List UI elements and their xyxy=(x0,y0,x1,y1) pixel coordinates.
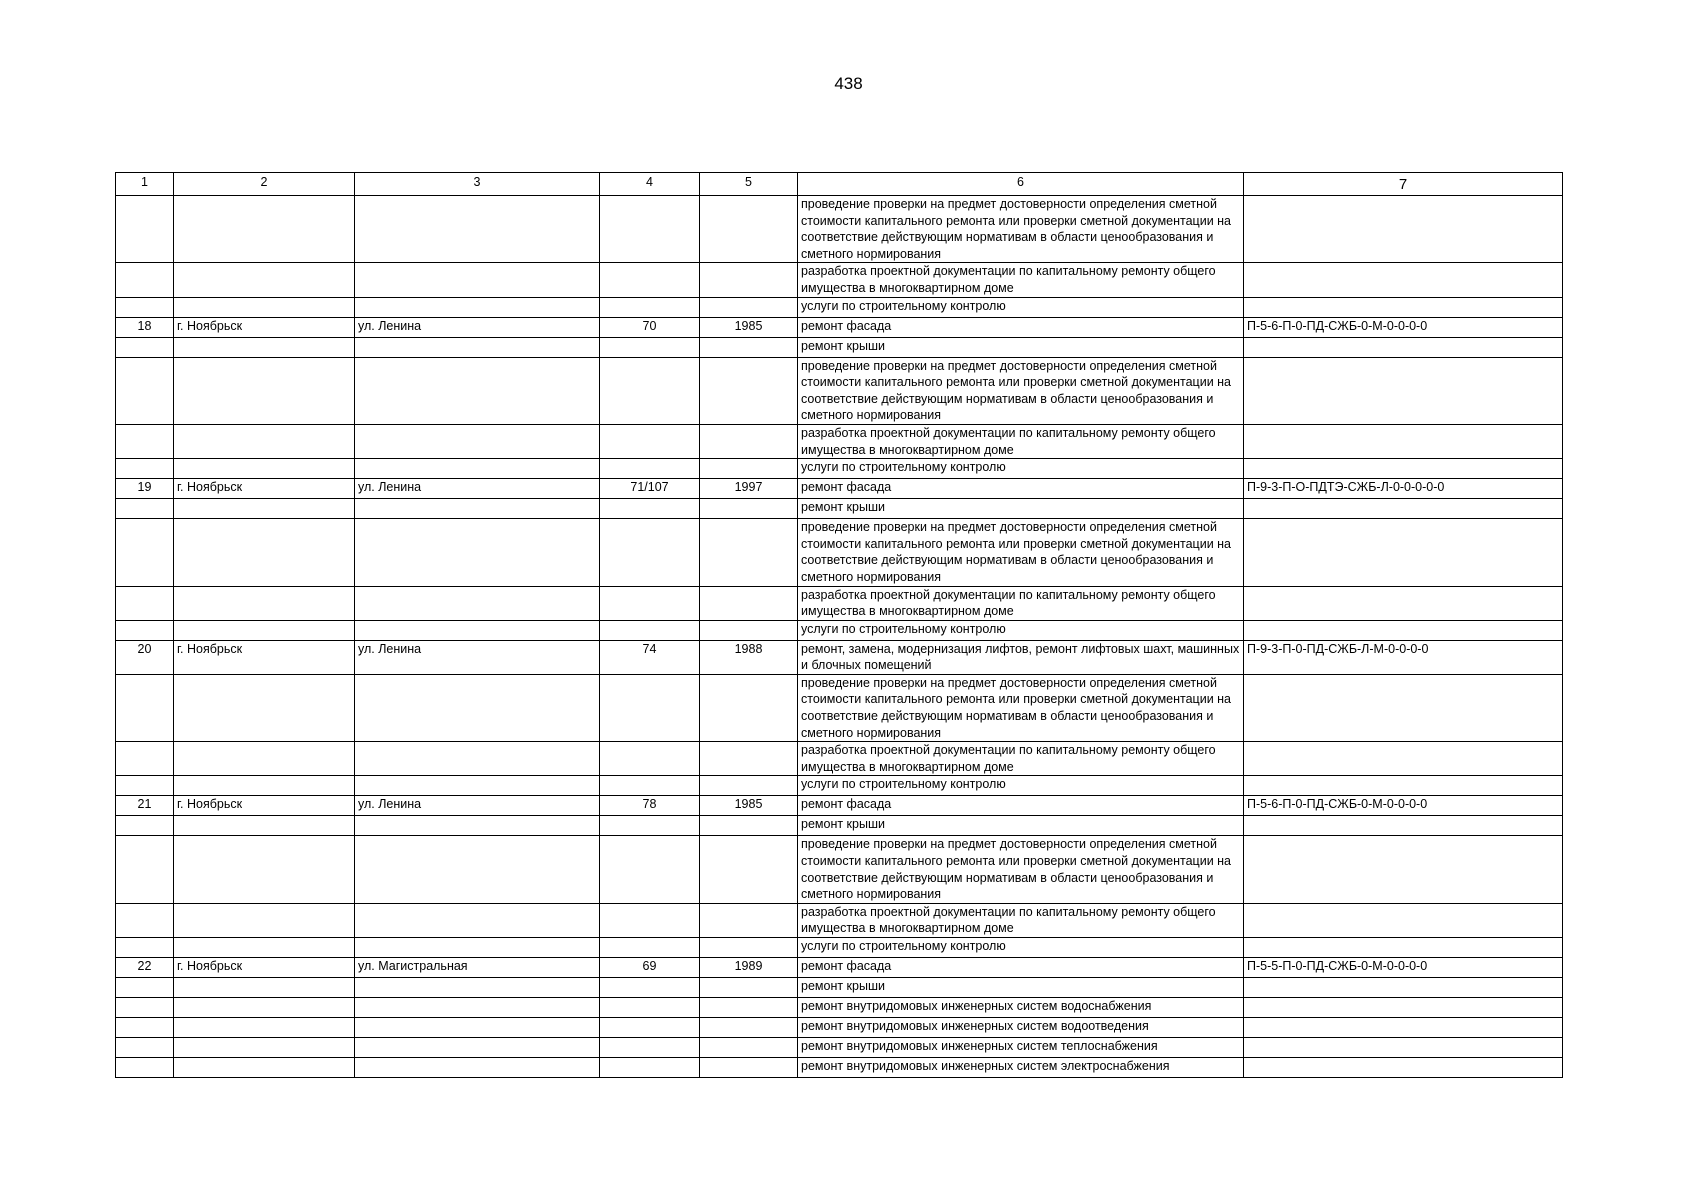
street-cell xyxy=(355,1018,600,1038)
table-row xyxy=(116,958,1563,978)
table-row xyxy=(116,519,1563,586)
building-code-cell: П-5-5-П-0-ПД-СЖБ-0-М-0-0-0-0 xyxy=(1244,958,1563,978)
row-number-cell xyxy=(116,620,174,640)
table-row xyxy=(116,317,1563,337)
building-code-cell: П-5-6-П-0-ПД-СЖБ-0-М-0-0-0-0 xyxy=(1244,796,1563,816)
city-cell xyxy=(174,776,355,796)
street-cell xyxy=(355,816,600,836)
street-cell xyxy=(355,357,600,424)
building-code-cell xyxy=(1244,519,1563,586)
street-cell xyxy=(355,297,600,317)
city-cell xyxy=(174,836,355,903)
table-header xyxy=(116,173,1563,196)
building-code-cell xyxy=(1244,196,1563,263)
work-type-cell: ремонт внутридомовых инженерных систем водоснабжения xyxy=(798,998,1244,1018)
street-cell xyxy=(355,499,600,519)
table-row xyxy=(116,1018,1563,1038)
work-type-cell: услуги по строительному контролю xyxy=(798,297,1244,317)
city-cell: г. Ноябрьск xyxy=(174,958,355,978)
header-row xyxy=(116,173,1563,196)
row-number-cell xyxy=(116,978,174,998)
city-cell xyxy=(174,459,355,479)
work-type-cell: ремонт внутридомовых инженерных систем водоотведения xyxy=(798,1018,1244,1038)
year-cell xyxy=(700,620,798,640)
building-code-cell xyxy=(1244,1018,1563,1038)
building-code-cell xyxy=(1244,357,1563,424)
building-code-cell xyxy=(1244,424,1563,458)
year-cell xyxy=(700,903,798,937)
year-cell: 1985 xyxy=(700,796,798,816)
work-type-cell: разработка проектной документации по капитальному ремонту общего имущества в многоквартирном доме xyxy=(798,742,1244,776)
year-cell xyxy=(700,357,798,424)
street-cell: ул. Ленина xyxy=(355,317,600,337)
table-row xyxy=(116,938,1563,958)
street-cell xyxy=(355,836,600,903)
row-number-cell: 19 xyxy=(116,479,174,499)
year-cell xyxy=(700,196,798,263)
year-cell: 1988 xyxy=(700,640,798,674)
table-row xyxy=(116,337,1563,357)
work-type-cell: проведение проверки на предмет достоверности определения сметной стоимости капитального ремонта или проверки сметной документации на соответствие действующим нормативам в области ценообразования и сметного нормирования xyxy=(798,836,1244,903)
repair-schedule-table xyxy=(115,172,1563,1078)
house-number-cell xyxy=(600,1058,700,1078)
row-number-cell xyxy=(116,424,174,458)
building-code-cell xyxy=(1244,776,1563,796)
work-type-cell: ремонт фасада xyxy=(798,317,1244,337)
year-cell xyxy=(700,1018,798,1038)
city-cell xyxy=(174,263,355,297)
header-col-1: 1 xyxy=(116,173,174,196)
city-cell xyxy=(174,337,355,357)
street-cell xyxy=(355,1038,600,1058)
building-code-cell: П-9-3-П-0-ПД-СЖБ-Л-М-0-0-0-0 xyxy=(1244,640,1563,674)
row-number-cell xyxy=(116,459,174,479)
work-type-cell: ремонт фасада xyxy=(798,958,1244,978)
year-cell xyxy=(700,519,798,586)
street-cell xyxy=(355,620,600,640)
work-type-cell: ремонт крыши xyxy=(798,978,1244,998)
city-cell xyxy=(174,586,355,620)
header-col-3: 3 xyxy=(355,173,600,196)
header-col-5: 5 xyxy=(700,173,798,196)
house-number-cell xyxy=(600,459,700,479)
row-number-cell xyxy=(116,776,174,796)
year-cell xyxy=(700,1058,798,1078)
street-cell xyxy=(355,196,600,263)
building-code-cell xyxy=(1244,1038,1563,1058)
building-code-cell xyxy=(1244,938,1563,958)
city-cell xyxy=(174,1058,355,1078)
table-row xyxy=(116,196,1563,263)
street-cell xyxy=(355,1058,600,1078)
year-cell xyxy=(700,978,798,998)
row-number-cell xyxy=(116,816,174,836)
building-code-cell xyxy=(1244,978,1563,998)
year-cell xyxy=(700,424,798,458)
street-cell: ул. Магистральная xyxy=(355,958,600,978)
year-cell xyxy=(700,938,798,958)
building-code-cell xyxy=(1244,998,1563,1018)
house-number-cell xyxy=(600,978,700,998)
house-number-cell xyxy=(600,196,700,263)
street-cell: ул. Ленина xyxy=(355,796,600,816)
city-cell xyxy=(174,978,355,998)
city-cell xyxy=(174,1018,355,1038)
work-type-cell: разработка проектной документации по капитальному ремонту общего имущества в многоквартирном доме xyxy=(798,263,1244,297)
city-cell xyxy=(174,816,355,836)
city-cell xyxy=(174,742,355,776)
work-type-cell: ремонт фасада xyxy=(798,479,1244,499)
city-cell: г. Ноябрьск xyxy=(174,317,355,337)
page-number: 438 xyxy=(834,74,863,93)
city-cell xyxy=(174,998,355,1018)
work-type-cell: ремонт фасада xyxy=(798,796,1244,816)
row-number-cell xyxy=(116,196,174,263)
building-code-cell xyxy=(1244,742,1563,776)
year-cell xyxy=(700,674,798,741)
row-number-cell xyxy=(116,519,174,586)
building-code-cell xyxy=(1244,674,1563,741)
year-cell: 1997 xyxy=(700,479,798,499)
street-cell xyxy=(355,903,600,937)
year-cell xyxy=(700,776,798,796)
row-number-cell xyxy=(116,1038,174,1058)
year-cell xyxy=(700,742,798,776)
row-number-cell xyxy=(116,674,174,741)
street-cell: ул. Ленина xyxy=(355,640,600,674)
row-number-cell: 22 xyxy=(116,958,174,978)
house-number-cell xyxy=(600,903,700,937)
work-type-cell: ремонт крыши xyxy=(798,816,1244,836)
row-number-cell xyxy=(116,742,174,776)
table-row xyxy=(116,998,1563,1018)
table-row xyxy=(116,836,1563,903)
building-code-cell xyxy=(1244,297,1563,317)
building-code-cell xyxy=(1244,459,1563,479)
city-cell xyxy=(174,297,355,317)
street-cell: ул. Ленина xyxy=(355,479,600,499)
row-number-cell xyxy=(116,1058,174,1078)
work-type-cell: ремонт внутридомовых инженерных систем электроснабжения xyxy=(798,1058,1244,1078)
row-number-cell xyxy=(116,337,174,357)
house-number-cell xyxy=(600,297,700,317)
house-number-cell xyxy=(600,586,700,620)
table-row xyxy=(116,297,1563,317)
work-type-cell: ремонт, замена, модернизация лифтов, ремонт лифтовых шахт, машинных и блочных помещений xyxy=(798,640,1244,674)
year-cell xyxy=(700,499,798,519)
row-number-cell xyxy=(116,1018,174,1038)
city-cell xyxy=(174,196,355,263)
building-code-cell xyxy=(1244,816,1563,836)
work-type-cell: проведение проверки на предмет достоверности определения сметной стоимости капитального ремонта или проверки сметной документации на соответствие действующим нормативам в области ценообразования и сметного нормирования xyxy=(798,196,1244,263)
house-number-cell xyxy=(600,519,700,586)
table-row xyxy=(116,620,1563,640)
building-code-cell xyxy=(1244,620,1563,640)
city-cell: г. Ноябрьск xyxy=(174,479,355,499)
table-row xyxy=(116,816,1563,836)
building-code-cell xyxy=(1244,903,1563,937)
house-number-cell xyxy=(600,424,700,458)
city-cell xyxy=(174,424,355,458)
row-number-cell xyxy=(116,998,174,1018)
row-number-cell: 21 xyxy=(116,796,174,816)
street-cell xyxy=(355,776,600,796)
header-col-2: 2 xyxy=(174,173,355,196)
header-col-6: 6 xyxy=(798,173,1244,196)
table-row xyxy=(116,357,1563,424)
work-type-cell: ремонт крыши xyxy=(798,337,1244,357)
house-number-cell xyxy=(600,499,700,519)
city-cell xyxy=(174,903,355,937)
street-cell xyxy=(355,459,600,479)
street-cell xyxy=(355,586,600,620)
street-cell xyxy=(355,337,600,357)
work-type-cell: ремонт крыши xyxy=(798,499,1244,519)
work-type-cell: проведение проверки на предмет достоверности определения сметной стоимости капитального ремонта или проверки сметной документации на соответствие действующим нормативам в области ценообразования и сметного нормирования xyxy=(798,674,1244,741)
house-number-cell xyxy=(600,674,700,741)
work-type-cell: услуги по строительному контролю xyxy=(798,459,1244,479)
house-number-cell xyxy=(600,998,700,1018)
table-body xyxy=(116,196,1563,1078)
street-cell xyxy=(355,424,600,458)
table-row xyxy=(116,1038,1563,1058)
street-cell xyxy=(355,674,600,741)
street-cell xyxy=(355,263,600,297)
work-type-cell: разработка проектной документации по капитальному ремонту общего имущества в многоквартирном доме xyxy=(798,424,1244,458)
building-code-cell xyxy=(1244,499,1563,519)
house-number-cell xyxy=(600,742,700,776)
year-cell xyxy=(700,263,798,297)
year-cell xyxy=(700,998,798,1018)
building-code-cell: П-9-3-П-О-ПДТЭ-СЖБ-Л-0-0-0-0-0 xyxy=(1244,479,1563,499)
year-cell xyxy=(700,1038,798,1058)
house-number-cell xyxy=(600,263,700,297)
table-row xyxy=(116,796,1563,816)
house-number-cell: 70 xyxy=(600,317,700,337)
row-number-cell: 18 xyxy=(116,317,174,337)
building-code-cell xyxy=(1244,1058,1563,1078)
city-cell xyxy=(174,620,355,640)
year-cell xyxy=(700,586,798,620)
year-cell xyxy=(700,459,798,479)
table-row xyxy=(116,978,1563,998)
table-row xyxy=(116,586,1563,620)
table-row xyxy=(116,459,1563,479)
table-row xyxy=(116,263,1563,297)
table-row xyxy=(116,1058,1563,1078)
work-type-cell: услуги по строительному контролю xyxy=(798,620,1244,640)
table-row xyxy=(116,742,1563,776)
house-number-cell: 71/107 xyxy=(600,479,700,499)
work-type-cell: ремонт внутридомовых инженерных систем теплоснабжения xyxy=(798,1038,1244,1058)
table-row xyxy=(116,499,1563,519)
city-cell xyxy=(174,938,355,958)
year-cell xyxy=(700,337,798,357)
table-row xyxy=(116,640,1563,674)
row-number-cell xyxy=(116,938,174,958)
street-cell xyxy=(355,742,600,776)
year-cell xyxy=(700,836,798,903)
house-number-cell xyxy=(600,337,700,357)
work-type-cell: услуги по строительному контролю xyxy=(798,776,1244,796)
header-col-7: 7 xyxy=(1244,173,1563,196)
row-number-cell xyxy=(116,903,174,937)
house-number-cell: 74 xyxy=(600,640,700,674)
year-cell: 1985 xyxy=(700,317,798,337)
house-number-cell xyxy=(600,938,700,958)
year-cell xyxy=(700,297,798,317)
house-number-cell xyxy=(600,816,700,836)
work-type-cell: разработка проектной документации по капитальному ремонту общего имущества в многоквартирном доме xyxy=(798,586,1244,620)
house-number-cell xyxy=(600,1018,700,1038)
city-cell xyxy=(174,499,355,519)
house-number-cell xyxy=(600,836,700,903)
year-cell xyxy=(700,816,798,836)
row-number-cell xyxy=(116,357,174,424)
work-type-cell: услуги по строительному контролю xyxy=(798,938,1244,958)
table-row xyxy=(116,776,1563,796)
work-type-cell: разработка проектной документации по капитальному ремонту общего имущества в многоквартирном доме xyxy=(798,903,1244,937)
house-number-cell: 78 xyxy=(600,796,700,816)
row-number-cell xyxy=(116,499,174,519)
city-cell: г. Ноябрьск xyxy=(174,796,355,816)
house-number-cell xyxy=(600,1038,700,1058)
building-code-cell: П-5-6-П-0-ПД-СЖБ-0-М-0-0-0-0 xyxy=(1244,317,1563,337)
row-number-cell: 20 xyxy=(116,640,174,674)
house-number-cell: 69 xyxy=(600,958,700,978)
row-number-cell xyxy=(116,586,174,620)
row-number-cell xyxy=(116,297,174,317)
table-row xyxy=(116,674,1563,741)
street-cell xyxy=(355,978,600,998)
row-number-cell xyxy=(116,836,174,903)
city-cell xyxy=(174,357,355,424)
header-col-4: 4 xyxy=(600,173,700,196)
city-cell xyxy=(174,519,355,586)
building-code-cell xyxy=(1244,263,1563,297)
table-row xyxy=(116,424,1563,458)
city-cell: г. Ноябрьск xyxy=(174,640,355,674)
building-code-cell xyxy=(1244,586,1563,620)
street-cell xyxy=(355,519,600,586)
year-cell: 1989 xyxy=(700,958,798,978)
row-number-cell xyxy=(116,263,174,297)
work-type-cell: проведение проверки на предмет достоверности определения сметной стоимости капитального ремонта или проверки сметной документации на соответствие действующим нормативам в области ценообразования и сметного нормирования xyxy=(798,357,1244,424)
table-row xyxy=(116,903,1563,937)
work-type-cell: проведение проверки на предмет достоверности определения сметной стоимости капитального ремонта или проверки сметной документации на соответствие действующим нормативам в области ценообразования и сметного нормирования xyxy=(798,519,1244,586)
street-cell xyxy=(355,938,600,958)
house-number-cell xyxy=(600,357,700,424)
table-row xyxy=(116,479,1563,499)
city-cell xyxy=(174,674,355,741)
house-number-cell xyxy=(600,776,700,796)
street-cell xyxy=(355,998,600,1018)
city-cell xyxy=(174,1038,355,1058)
building-code-cell xyxy=(1244,337,1563,357)
house-number-cell xyxy=(600,620,700,640)
building-code-cell xyxy=(1244,836,1563,903)
